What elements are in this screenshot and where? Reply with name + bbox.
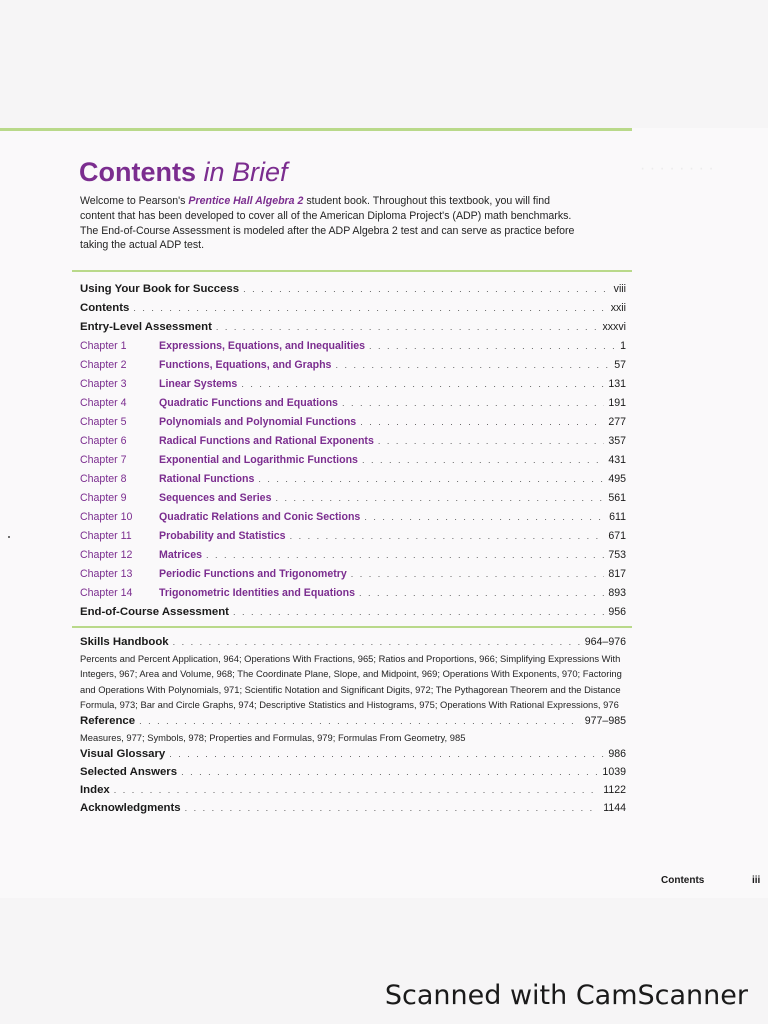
chapter-label: Chapter 7 — [80, 453, 127, 466]
chapter-label: Chapter 6 — [80, 434, 127, 447]
chapter-row[interactable] — [80, 508, 626, 527]
chapter-title: Sequences and Series — [159, 492, 272, 505]
toc-page: 1122 — [603, 784, 626, 797]
chapter-row[interactable] — [80, 355, 626, 374]
dot-leader — [243, 284, 610, 294]
toc-title: Skills Handbook — [80, 636, 169, 648]
chapter-row[interactable] — [80, 584, 626, 603]
chapter-page: 495 — [608, 472, 626, 485]
chapter-label: Chapter 13 — [80, 568, 133, 581]
toc-page: 986 — [608, 748, 626, 761]
skills-handbook-detail: Percents and Percent Application, 964; Operations With Fractions, 965; Ratios and Proportions, 966; Simplifying Expressions With Integers, 967; Area and Volume, 968; The Coordinate Plane, Slope, and Midpoint, 969; Operations With Exponents, 970; Factoring and Operations With Polynomials, 971; Scientific Notation and Significant Digits, 972; The Pythagorean Theorem and the Distance Formula, 973; Bar and Circle Graphs, 974; Descriptive Statistics and Histograms, 975; Operations With Rational Expressions, 976 — [80, 653, 622, 710]
dot-leader — [233, 607, 604, 617]
chapter-row[interactable] — [80, 412, 626, 431]
chapter-page: 611 — [609, 511, 626, 524]
toc-back-list — [80, 633, 626, 817]
title-italic: in Brief — [203, 157, 288, 187]
dot-leader — [342, 398, 604, 408]
divider-rule — [72, 270, 632, 272]
dot-leader — [335, 360, 610, 370]
chapter-label: Chapter 9 — [80, 492, 127, 505]
chapter-page: 893 — [608, 587, 626, 600]
dot-leader — [181, 767, 598, 777]
toc-title: Index — [80, 784, 110, 797]
divider-rule — [72, 626, 632, 628]
chapter-row[interactable] — [80, 469, 626, 488]
toc-page: 1144 — [603, 802, 626, 815]
toc-page: 1039 — [602, 766, 626, 779]
chapter-title: Expressions, Equations, and Inequalities — [159, 339, 366, 352]
chapter-page: 753 — [608, 549, 626, 562]
chapter-title: Functions, Equations, and Graphs — [159, 358, 332, 371]
chapter-page: 131 — [608, 377, 626, 390]
scanner-watermark: Scanned with CamScanner — [384, 980, 748, 1011]
dot-leader — [216, 322, 599, 332]
toc-row[interactable] — [80, 317, 626, 336]
title-bold: Contents — [79, 157, 196, 187]
chapter-label: Chapter 14 — [80, 587, 133, 600]
chapter-row[interactable] — [80, 336, 626, 355]
chapter-page: 191 — [608, 396, 626, 409]
toc-title: Selected Answers — [80, 766, 178, 779]
chapter-label: Chapter 2 — [80, 358, 127, 371]
dot-leader — [139, 716, 581, 726]
toc-page: 977–985 — [584, 715, 626, 728]
dot-leader — [378, 436, 604, 446]
dot-leader — [185, 803, 600, 813]
dot-leader — [364, 512, 605, 522]
chapter-title: Quadratic Functions and Equations — [159, 396, 338, 409]
chapter-title: Periodic Functions and Trigonometry — [159, 568, 347, 581]
toc-title: End-of-Course Assessment — [80, 606, 229, 619]
toc-title: Entry-Level Assessment — [80, 320, 212, 333]
toc-main-list — [80, 279, 626, 622]
toc-row[interactable] — [80, 633, 626, 651]
toc-row[interactable] — [80, 799, 626, 817]
dot-leader — [258, 474, 604, 484]
chapter-label: Chapter 11 — [80, 530, 132, 543]
dot-leader — [351, 569, 605, 579]
chapter-row[interactable] — [80, 374, 626, 393]
dot-leader — [173, 637, 581, 647]
chapter-page: 277 — [608, 415, 626, 428]
chapter-page: 671 — [608, 530, 626, 543]
chapter-row[interactable] — [80, 565, 626, 584]
intro-before: Welcome to Pearson's — [80, 195, 189, 207]
dot-leader — [206, 550, 604, 560]
chapter-row[interactable] — [80, 393, 626, 412]
toc-title: Acknowledgments — [80, 802, 181, 815]
chapter-title: Quadratic Relations and Conic Sections — [159, 511, 361, 524]
chapter-page: 57 — [614, 358, 626, 371]
dot-leader — [133, 303, 606, 313]
dot-leader — [359, 588, 604, 598]
toc-row[interactable] — [80, 279, 626, 298]
chapter-title: Exponential and Logarithmic Functions — [159, 453, 358, 466]
chapter-label: Chapter 10 — [80, 511, 133, 524]
toc-title: Reference — [80, 715, 136, 728]
chapter-row[interactable] — [80, 450, 626, 469]
chapter-title: Radical Functions and Rational Exponents — [159, 434, 374, 447]
chapter-row[interactable] — [80, 546, 626, 565]
intro-book-title: Prentice Hall Algebra 2 — [188, 195, 304, 207]
chapter-row[interactable] — [80, 489, 626, 508]
chapter-label: Chapter 1 — [80, 339, 127, 352]
chapter-title: Trigonometric Identities and Equations — [159, 587, 356, 600]
chapter-title: Polynomials and Polynomial Functions — [159, 415, 357, 428]
chapter-page: 1 — [620, 339, 626, 352]
chapter-row[interactable] — [80, 527, 626, 546]
chapter-label: Chapter 3 — [80, 377, 127, 390]
toc-title: Contents — [80, 301, 130, 314]
toc-row[interactable] — [80, 781, 626, 799]
reference-detail: Measures, 977; Symbols, 978; Properties and Formulas, 979; Formulas From Geometry, 985 — [80, 732, 466, 744]
toc-title: Visual Glossary — [80, 748, 166, 761]
toc-page: 956 — [608, 606, 626, 619]
chapter-title: Matrices — [159, 549, 202, 562]
chapter-label: Chapter 8 — [80, 472, 127, 485]
top-rule — [0, 128, 632, 131]
dot-leader — [241, 379, 604, 389]
chapter-page: 431 — [608, 453, 626, 466]
dot-leader — [114, 785, 599, 795]
footer-page-number: iii — [752, 875, 761, 886]
chapter-label: Chapter 5 — [80, 415, 127, 428]
toc-row[interactable] — [80, 603, 626, 622]
chapter-label: Chapter 4 — [80, 396, 127, 409]
dot-leader — [275, 493, 604, 503]
dot-leader — [169, 749, 604, 759]
chapter-page: 357 — [608, 434, 626, 447]
toc-row[interactable] — [80, 763, 626, 781]
dot-leader — [369, 341, 616, 351]
toc-page: 964–976 — [584, 636, 626, 648]
show-through-text: · · · · · · · · — [640, 160, 714, 177]
toc-row[interactable] — [80, 712, 626, 730]
intro-after: student book. Throughout this textbook, you will find content that has been developed to cover all of the American Diploma Project's (ADP) math benchmarks. The End-of-Course Assessment is modeled after the ADP Algebra 2 test and can serve as practice before taking the actual ADP test. — [80, 195, 575, 252]
chapter-page: 817 — [608, 568, 626, 581]
footer-label: Contents — [661, 875, 705, 886]
dot-leader — [362, 455, 604, 465]
chapter-title: Rational Functions — [159, 472, 255, 485]
chapter-title: Linear Systems — [159, 377, 238, 390]
toc-page: xxii — [610, 301, 626, 314]
toc-row[interactable] — [80, 298, 626, 317]
toc-row[interactable] — [80, 745, 626, 763]
scan-speck — [8, 536, 10, 538]
toc-title: Using Your Book for Success — [80, 282, 240, 295]
chapter-row[interactable] — [80, 431, 626, 450]
dot-leader — [360, 417, 604, 427]
toc-page: viii — [613, 282, 626, 295]
page-title — [79, 154, 288, 190]
chapter-label: Chapter 12 — [80, 549, 133, 562]
toc-page: xxxvi — [602, 320, 626, 333]
chapter-page: 561 — [608, 492, 626, 505]
dot-leader — [290, 531, 605, 541]
chapter-title: Probability and Statistics — [159, 530, 286, 543]
intro-paragraph — [80, 194, 580, 253]
